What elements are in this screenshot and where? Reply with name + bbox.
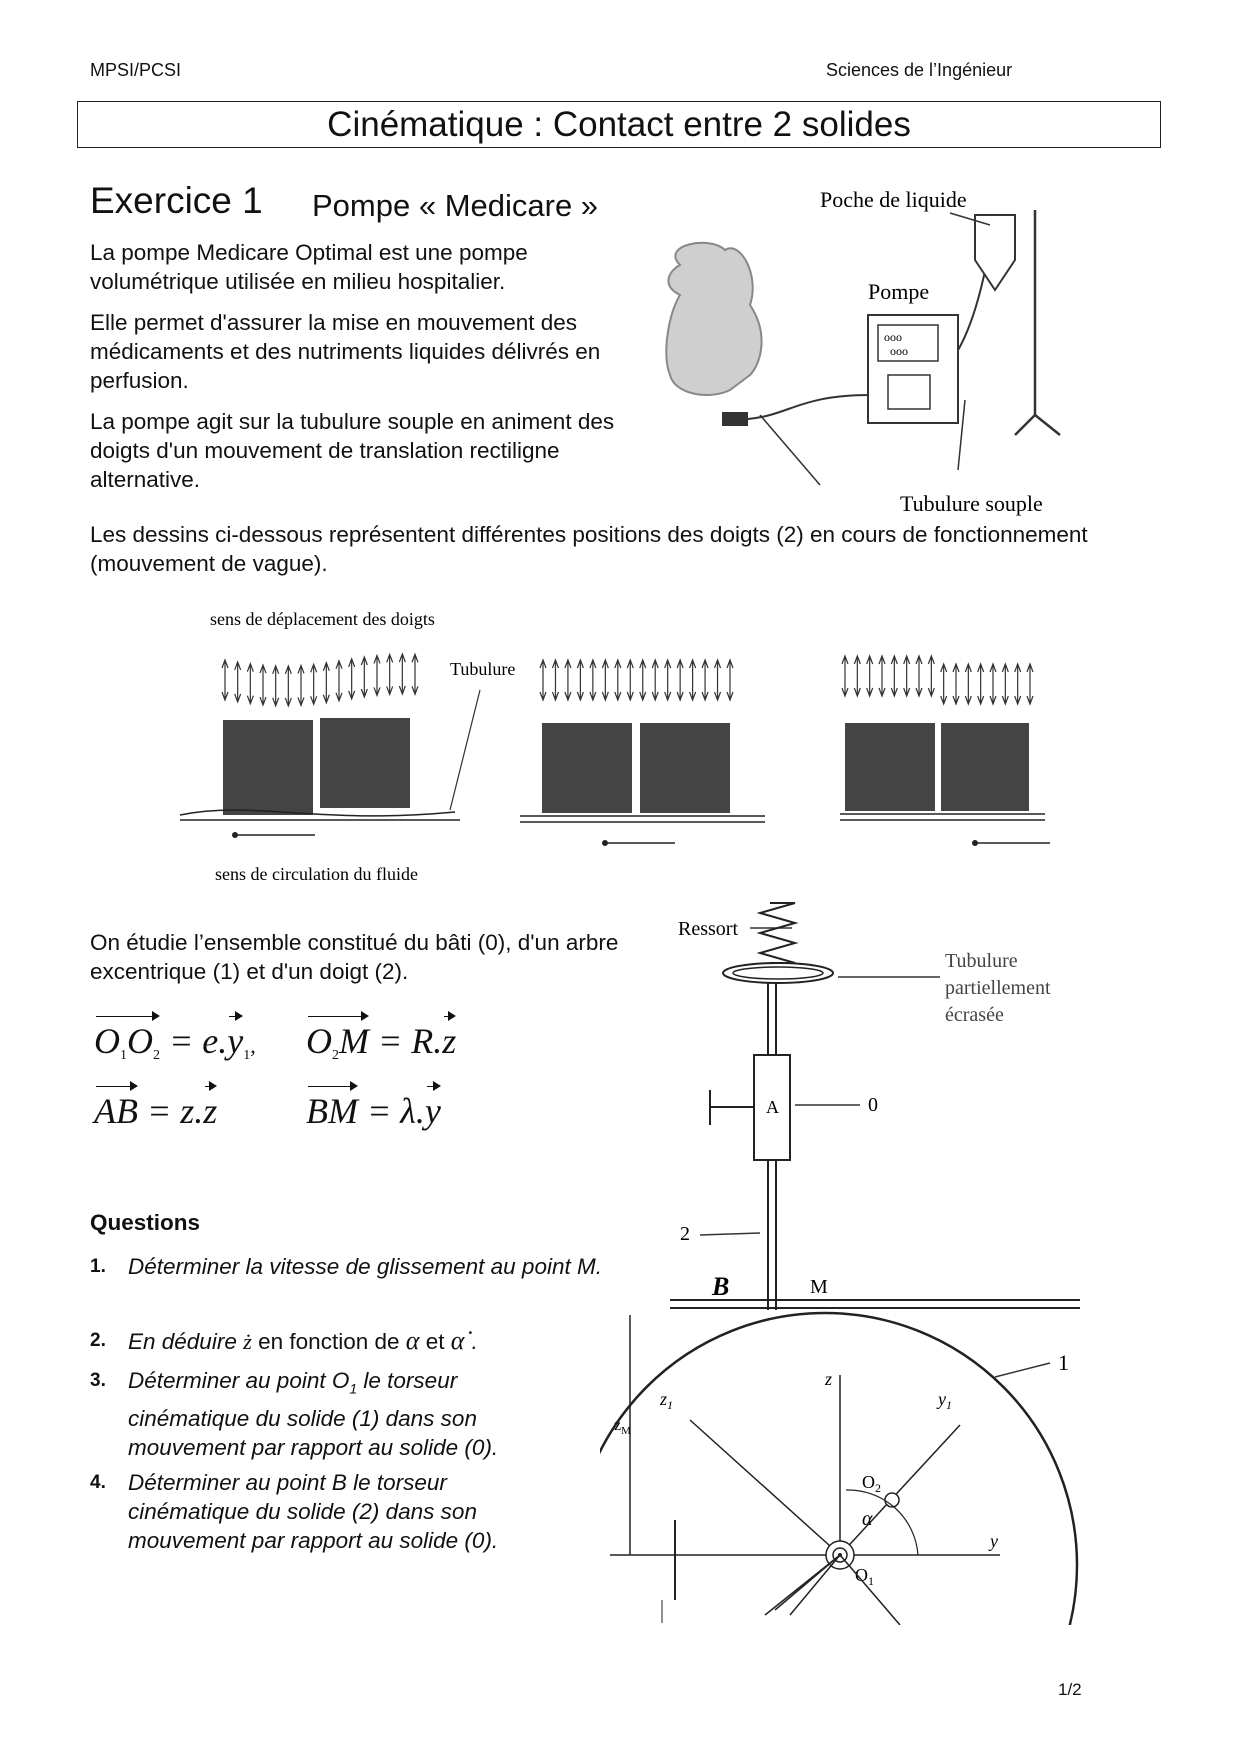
page-title-box	[77, 101, 1161, 148]
arrow-tube-1	[760, 415, 820, 485]
label-y1: $y_1$	[938, 1389, 952, 1412]
finger-double-arrow	[1002, 664, 1008, 704]
finger-double-arrow	[285, 666, 291, 706]
label-z1: $z_1$	[660, 1389, 674, 1412]
finger-double-arrow	[715, 660, 721, 700]
intro-paragraphs	[90, 238, 640, 506]
vector-bm: BM	[306, 1091, 358, 1131]
alpha-symbol: α	[405, 1326, 420, 1355]
label-zM: $z_M$	[614, 1417, 631, 1437]
finger-double-arrow	[387, 654, 393, 694]
finger-double-arrow	[374, 655, 380, 695]
exercise-subtitle: Pompe « Medicare »	[312, 188, 599, 223]
pump-keys: ooo	[890, 344, 908, 358]
finger-double-arrow	[399, 654, 405, 694]
label-pompe: Pompe	[868, 279, 930, 304]
finger-double-arrow	[978, 664, 984, 704]
label-poche: Poche de liquide	[820, 187, 967, 212]
finger-double-arrow	[677, 660, 683, 700]
finger-double-arrow	[867, 656, 873, 696]
label-tubulure-2: partiellement	[945, 977, 1051, 999]
finger-double-arrow	[879, 656, 885, 696]
finger-double-arrow	[652, 660, 658, 700]
label-tubulure-1: Tubulure	[945, 950, 1018, 972]
vector-z: z	[203, 1091, 218, 1131]
finger-double-arrow	[965, 664, 971, 704]
tube-profile	[180, 810, 455, 816]
finger-double-arrow	[565, 660, 571, 700]
spring	[760, 903, 795, 963]
finger-double-arrow	[349, 659, 355, 699]
finger-double-arrow	[854, 656, 860, 696]
intro-paragraph: Elle permet d'assurer la mise en mouvement des médicaments et des nutriments liquides délivrés en perfusion.	[90, 310, 601, 393]
intro-paragraph: La pompe agit sur la tubulure souple en animent des doigts d'un mouvement de translation rectiligne alternative.	[90, 409, 615, 492]
finger-double-arrow	[928, 656, 934, 696]
finger-double-arrow	[311, 664, 317, 704]
finger-double-arrow	[260, 665, 266, 705]
questions-heading: Questions	[90, 1210, 201, 1235]
arm-shape	[666, 243, 761, 395]
fingers-figure	[175, 600, 1075, 890]
pump-door	[888, 375, 930, 409]
finger-double-arrow	[412, 654, 418, 694]
label-tubulure-3: écrasée	[945, 1004, 1004, 1026]
alpha-arc	[846, 1490, 918, 1555]
finger-double-arrow	[540, 660, 546, 700]
finger-double-arrow	[1027, 664, 1033, 704]
vector-ab: AB	[94, 1091, 138, 1131]
finger-double-arrow	[1015, 664, 1021, 704]
pump-figure	[640, 175, 1080, 520]
finger-block	[223, 720, 313, 815]
label-z: z	[825, 1369, 833, 1389]
finger-double-arrow	[690, 660, 696, 700]
label-0: 0	[868, 1094, 878, 1116]
label-M: M	[810, 1276, 828, 1298]
finger-double-arrow	[891, 656, 897, 696]
label-O2: $O_2$	[862, 1472, 881, 1495]
vector-y: y	[424, 1091, 441, 1131]
finger-block	[640, 723, 730, 813]
finger-block	[320, 718, 410, 808]
pump-keys: ooo	[884, 330, 902, 344]
catheter	[722, 412, 748, 426]
finger-arrows	[222, 654, 1033, 706]
label-A: A	[766, 1097, 779, 1117]
finger-double-arrow	[235, 662, 241, 702]
finger-double-arrow	[336, 661, 342, 701]
liquid-bag	[975, 215, 1015, 290]
label-2: 2	[680, 1223, 690, 1245]
label-tubulure: Tubulure	[450, 659, 516, 679]
finger-block	[542, 723, 632, 813]
wide-paragraph: Les dessins ci-dessous représentent différentes positions des doigts (2) en cours de fonctionnement (mouvement de vague).	[90, 522, 1088, 576]
label-O1: $O_1$	[855, 1565, 874, 1588]
label-ressort: Ressort	[678, 918, 738, 940]
vector-o1o2: $O_1O_2$	[94, 1021, 160, 1063]
finger-double-arrow	[941, 664, 947, 704]
label-direction: sens de déplacement des doigts	[210, 609, 435, 629]
finger-double-arrow	[273, 666, 279, 706]
finger-double-arrow	[298, 665, 304, 705]
finger-double-arrow	[577, 660, 583, 700]
label-flow: sens de circulation du fluide	[215, 864, 418, 884]
vector-y1: y	[227, 1021, 244, 1061]
finger-double-arrow	[842, 656, 848, 696]
finger-double-arrow	[552, 660, 558, 700]
tubulure-pointer	[450, 690, 480, 810]
page-number: 1/2	[1058, 1680, 1082, 1699]
finger-double-arrow	[702, 660, 708, 700]
finger-double-arrow	[904, 656, 910, 696]
finger-double-arrow	[990, 664, 996, 704]
equation-o2m: $O_2M = R.z$	[306, 1021, 457, 1063]
finger-block	[845, 723, 935, 811]
header-right: Sciences de l’Ingénieur	[826, 60, 1013, 80]
equation-ab: AB = z.z	[94, 1091, 218, 1131]
finger-double-arrow	[361, 657, 367, 697]
alphadot-symbol: α̇	[450, 1326, 465, 1355]
mechanism-figure	[600, 895, 1160, 1625]
vector-z: z	[442, 1021, 457, 1061]
intro-paragraph: La pompe Medicare Optimal est une pompe volumétrique utilisée en milieu hospitalier.	[90, 240, 528, 294]
tube-ellipse	[723, 963, 833, 983]
finger-double-arrow	[916, 656, 922, 696]
label-tubulure-souple: Tubulure souple	[900, 491, 1043, 516]
finger-double-arrow	[665, 660, 671, 700]
vector-o2m: $O_2M$	[306, 1021, 369, 1063]
label-alpha: α	[862, 1508, 873, 1530]
finger-block	[941, 723, 1029, 811]
study-text: On étudie l’ensemble constitué du bâti (0), d'un arbre excentrique (1) et d'un doigt (2).	[90, 930, 619, 984]
finger-double-arrow	[640, 660, 646, 700]
eccentric-disc	[600, 1313, 1077, 1625]
finger-double-arrow	[627, 660, 633, 700]
equation-o1o2: $O_1O_2 = e.y_1$,	[94, 1021, 256, 1063]
finger-double-arrow	[602, 660, 608, 700]
zdot-symbol: ż	[243, 1329, 252, 1354]
header-left: MPSI/PCSI	[90, 60, 182, 80]
finger-double-arrow	[247, 664, 253, 704]
equation-bm: BM = λ.y	[306, 1091, 441, 1131]
label-B: B	[712, 1272, 730, 1301]
label-y: y	[990, 1531, 998, 1551]
z1-axis	[690, 1420, 840, 1555]
finger-double-arrow	[615, 660, 621, 700]
finger-double-arrow	[953, 664, 959, 704]
finger-double-arrow	[590, 660, 596, 700]
finger-double-arrow	[222, 660, 228, 700]
arrow-tube-2	[958, 400, 965, 470]
exercise-label: Exercice 1	[90, 180, 263, 221]
label-1: 1	[1058, 1350, 1069, 1375]
finger-double-arrow	[727, 660, 733, 700]
page-title: Cinématique : Contact entre 2 solides	[327, 104, 911, 144]
finger-double-arrow	[323, 663, 329, 703]
